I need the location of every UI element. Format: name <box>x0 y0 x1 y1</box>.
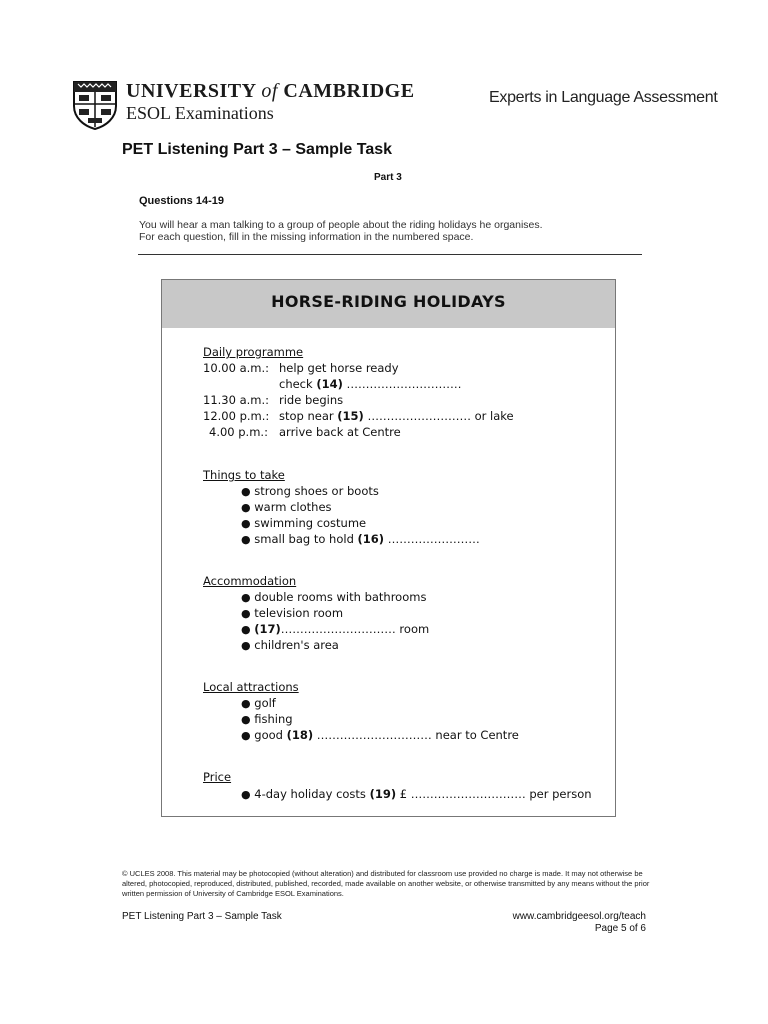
list-item: ● swimming costume <box>241 516 367 530</box>
section-heading-attractions: Local attractions <box>203 680 299 694</box>
question-number: (14) <box>316 377 343 391</box>
instructions <box>139 219 543 243</box>
programme-item: check (14) ………………………… <box>279 377 462 391</box>
section-heading-accommodation: Accommodation <box>203 574 297 588</box>
tagline: Experts in Language Assessment <box>489 89 718 106</box>
programme-item: arrive back at Centre <box>279 425 401 439</box>
bullet-icon: ● <box>241 485 251 498</box>
divider <box>138 254 642 255</box>
answer-blank: …………………… <box>384 532 480 546</box>
programme-item: help get horse ready <box>279 361 399 375</box>
page-number: Page 5 of 6 <box>594 923 646 934</box>
time-label: 12.00 p.m.: <box>203 409 270 423</box>
bullet-icon: ● <box>241 591 251 604</box>
list-item: ● small bag to hold (16) …………………… <box>241 532 480 546</box>
list-item: ● children's area <box>241 638 339 652</box>
answer-blank: ………………………… room <box>280 622 430 636</box>
section-heading-price: Price <box>203 770 232 784</box>
question-number: (16) <box>357 532 385 546</box>
footer-url-link[interactable]: www.cambridgeesol.org/teach <box>512 911 646 922</box>
list-item: ● golf <box>241 696 276 710</box>
bullet-icon: ● <box>241 533 251 546</box>
list-item <box>241 622 429 636</box>
section-heading-daily: Daily programme <box>203 345 304 359</box>
list-item: ● fishing <box>241 712 293 726</box>
list-item: ● television room <box>241 606 344 620</box>
list-item: ● double rooms with bathrooms <box>241 590 427 604</box>
list-item: ● strong shoes or boots <box>241 484 379 498</box>
list-item: ● good (18) ………………………… near to Centre <box>241 728 519 742</box>
bullet-icon: ● <box>241 501 251 514</box>
answer-blank: ………………………… near to Centre <box>313 728 519 742</box>
time-label: 11.30 a.m.: <box>203 393 270 407</box>
footer-title: PET Listening Part 3 – Sample Task <box>122 911 282 922</box>
question-number: (19) <box>369 787 397 801</box>
page-title: PET Listening Part 3 – Sample Task <box>122 141 393 158</box>
instruction-line: You will hear a man talking to a group of people about the riding holidays he organises. <box>139 219 543 231</box>
cambridge-crest-logo <box>70 80 120 130</box>
instruction-line: For each question, fill in the missing information in the numbered space. <box>139 231 474 243</box>
university-name: UNIVERSITY of CAMBRIDGE <box>126 80 415 102</box>
list-item: ● warm clothes <box>241 500 332 514</box>
answer-blank: ……………………… or lake <box>363 409 514 423</box>
bullet-icon: ● <box>241 788 251 801</box>
bullet-icon: ● <box>241 623 251 636</box>
bullet-icon: ● <box>241 729 251 742</box>
bullet-icon: ● <box>241 517 251 530</box>
answer-blank: ………………………… <box>342 377 462 391</box>
bullet-icon: ● <box>241 697 251 710</box>
programme-item: stop near (15) ……………………… or lake <box>279 409 514 423</box>
esol-subtitle: ESOL Examinations <box>126 103 274 123</box>
question-number: (15) <box>337 409 364 423</box>
bullet-icon: ● <box>241 713 251 726</box>
question-number: (17) <box>254 622 281 636</box>
answer-blank: £ ………………………… per person <box>396 787 592 801</box>
programme-item: ride begins <box>279 393 344 407</box>
part-label: Part 3 <box>374 172 402 183</box>
time-label: 10.00 a.m.: <box>203 361 270 375</box>
copyright-notice: © UCLES 2008. This material may be photocopied (without alteration) and distributed for classroom use provided no charge is made. It may not otherwise be altered, photocopied, reproduced, distributed, published, recorded, made available on another website, or otherwise transmitted by any means without the prior written permission of University of Cambridge ESOL Examinations. <box>122 869 650 898</box>
bullet-icon: ● <box>241 607 251 620</box>
section-heading-things: Things to take <box>203 468 285 482</box>
task-box-title: HORSE-RIDING HOLIDAYS <box>271 292 506 311</box>
bullet-icon: ● <box>241 639 251 652</box>
question-number: (18) <box>286 728 314 742</box>
questions-label: Questions 14-19 <box>139 195 224 207</box>
list-item: ● 4-day holiday costs (19) £ ………………………… per person <box>241 787 592 801</box>
time-label: 4.00 p.m.: <box>209 425 268 439</box>
